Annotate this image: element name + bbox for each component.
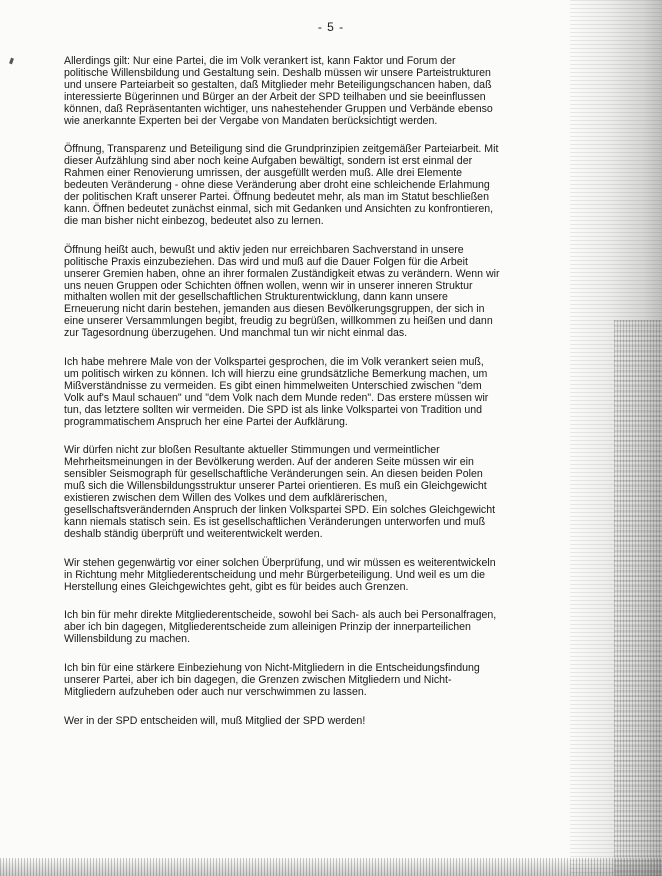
text-line: der politischen Kraft unserer Partei. Öffnung bedeutet mehr, als man im Statut beschließen (64, 191, 489, 204)
text-line: Allerdings gilt: Nur eine Partei, die im Volk verankert ist, kann Faktor und Forum der (64, 55, 456, 67)
text-line: tun, das letztere sollten wir vermeiden. Die SPD ist als linke Volkspartei von Tradition und (64, 403, 483, 416)
text-line: dieser Aufzählung sind aber noch keine Aufgaben bewältigt, sondern ist erst einmal der (64, 155, 473, 168)
body-text (64, 56, 534, 745)
text-line: sensibler Seismograph für gesellschaftliche Veränderungen sein. An diesen beiden Polen (64, 468, 483, 481)
paragraph (64, 445, 534, 540)
text-line: interessierte Bügerinnen und Bürger an der Arbeit der SPD teilhaben und sie beeinflussen (64, 90, 486, 103)
text-line: gesellschaftsverändernden Anspruch der linken Volkspartei SPD. Ein solches Gleichgewicht (64, 504, 496, 516)
paragraph (64, 144, 534, 227)
text-line: eine unserer Versammlungen begibt, freudig zu begrüßen, willkommen zu heißen und dann (64, 315, 493, 328)
text-line: Ich bin für mehr direkte Mitgliederentscheide, sowohl bei Sach- als auch bei Personalfragen, (64, 609, 497, 622)
text-line: und unsere Parteiarbeit so gestalten, daß Mitglieder mehr Beteiligungschancen haben, daß (64, 78, 492, 91)
paragraph (64, 245, 534, 340)
text-line: kann niemals statisch sein. Es ist gesellschaftlichen Veränderungen unterworfen und muß (64, 515, 486, 528)
text-line: aber ich bin dagegen, Mitgliederentscheide zum alleinigen Prinzip der innerparteilichen (64, 621, 471, 634)
text-line: Wir stehen gegenwärtig vor einer solchen Überprüfung, und wir müssen es weiterentwickeln (64, 556, 496, 569)
text-line: uns neuen Gruppen oder Schichten öffnen wollen, wenn wir in unserer inneren Struktur (64, 279, 473, 292)
text-line: kann. Öffnen bedeutet zunächst einmal, sich mit Gedanken und Ansichten zu konfrontieren, (64, 202, 494, 215)
text-line: Mißverständnisse zu vermeiden. Es gibt einen himmelweiten Unterschied zwischen "dem (64, 379, 482, 392)
text-line: Herstellung eines Gleichgewichtes geht, gibt es für beides auch Grenzen. (64, 580, 409, 593)
text-line: politische Praxis einzubeziehen. Das wird und muß auf die Dauer Folgen für die Arbeit (64, 255, 468, 268)
text-line: in Richtung mehr Mitgliederentscheidung und mehr Bürgerbeteiligung. Und weil es um die (64, 568, 486, 581)
scan-artifact-right-noise (614, 320, 662, 876)
text-line: Willensbildung zu machen. (64, 633, 191, 646)
scan-artifact-bottom-edge (0, 858, 662, 876)
scan-artifact-mark (9, 58, 14, 65)
text-line: die man bisher nicht einbezog, bedeutet also zu lernen. (64, 214, 324, 227)
text-line: Rahmen einer Renovierung umrissen, der ausgefüllt werden muß. Alle drei Elemente (64, 167, 463, 180)
text-line: bedeuten Veränderung - ohne diese Veränderung aber droht eine schleichende Erlahmung (64, 179, 490, 192)
text-line: programmatischem Anspruch her eine Partei der Aufklärung. (64, 415, 348, 428)
text-line: Ich habe mehrere Male von der Volkspartei gesprochen, die im Volk verankert seien muß, (64, 356, 484, 369)
paragraph (64, 716, 534, 728)
text-line: existieren zwischen dem Willen des Volkes und dem aufklärerischen, (64, 492, 388, 505)
text-line: Mehrheitsmeinungen in der Bevölkerung werden. Auf der anderen Seite müssen wir ein (64, 456, 474, 469)
paragraph (64, 558, 534, 594)
text-line: unserer Gremien haben, ohne an ihrer formalen Zuständigkeit etwas zu verändern. Wenn wir (64, 267, 500, 280)
text-line: Öffnung heißt auch, bewußt und aktiv jeden nur erreichbaren Sachverstand in unsere (64, 243, 464, 256)
text-line: zur Tagesordnung überzugehen. Und manchmal tun wir nicht einmal das. (64, 327, 408, 340)
text-line: deshalb ständig überprüft und weiterentwickelt werden. (64, 527, 323, 540)
text-line: mithalten wollen mit der gesellschaftlichen Strukturentwicklung, dann kann unsere (64, 291, 448, 304)
text-line: muß sich die Willensbildungsstruktur unserer Partei orientieren. Es muß ein Gleichgewicht (64, 480, 487, 493)
text-line: Ich bin für eine stärkere Einbeziehung von Nicht-Mitgliedern in die Entscheidungsfindung (64, 662, 480, 675)
text-line: Öffnung, Transparenz und Beteiligung sind die Grundprinzipien zeitgemäßer Parteiarbeit. Mit (64, 143, 499, 156)
text-line: unserer Partei, aber ich bin dagegen, die Grenzen zwischen Mitgliedern und Nicht- (64, 674, 452, 687)
paragraph (64, 663, 534, 699)
text-line: um politisch wirken zu können. Ich will hierzu eine grundsätzliche Bemerkung machen, um (64, 367, 488, 380)
paragraph (64, 357, 534, 428)
text-line: Erneuerung nicht darin bestehen, jemanden aus diesen Bevölkerungsgruppen, der sich in (64, 303, 485, 316)
text-line: wie anerkannte Experten bei der Vergabe von Mandaten berücksichtigt werden. (64, 114, 438, 127)
text-line: Wer in der SPD entscheiden will, muß Mitglied der SPD werden! (64, 714, 366, 727)
text-line: Wir dürfen nicht zur bloßen Resultante aktueller Stimmungen und vermeintlicher (64, 444, 440, 457)
text-line: können, daß Repräsentanten wichtiger, uns nahestehender Gruppen und Verbände ebenso (64, 102, 493, 115)
paragraph (64, 56, 534, 127)
page-number: - 5 - (317, 20, 345, 34)
text-line: politische Willensbildung und Gestaltung sein. Deshalb müssen wir unsere Parteistrukturen (64, 66, 491, 79)
text-line: Mitgliedern aufzuheben oder auch nur verschwimmen zu lassen. (64, 685, 367, 698)
paragraph (64, 610, 534, 646)
text-line: Volk auf's Maul schauen" und "dem Volk nach dem Munde reden". Das erstere müssen wir (64, 391, 489, 404)
